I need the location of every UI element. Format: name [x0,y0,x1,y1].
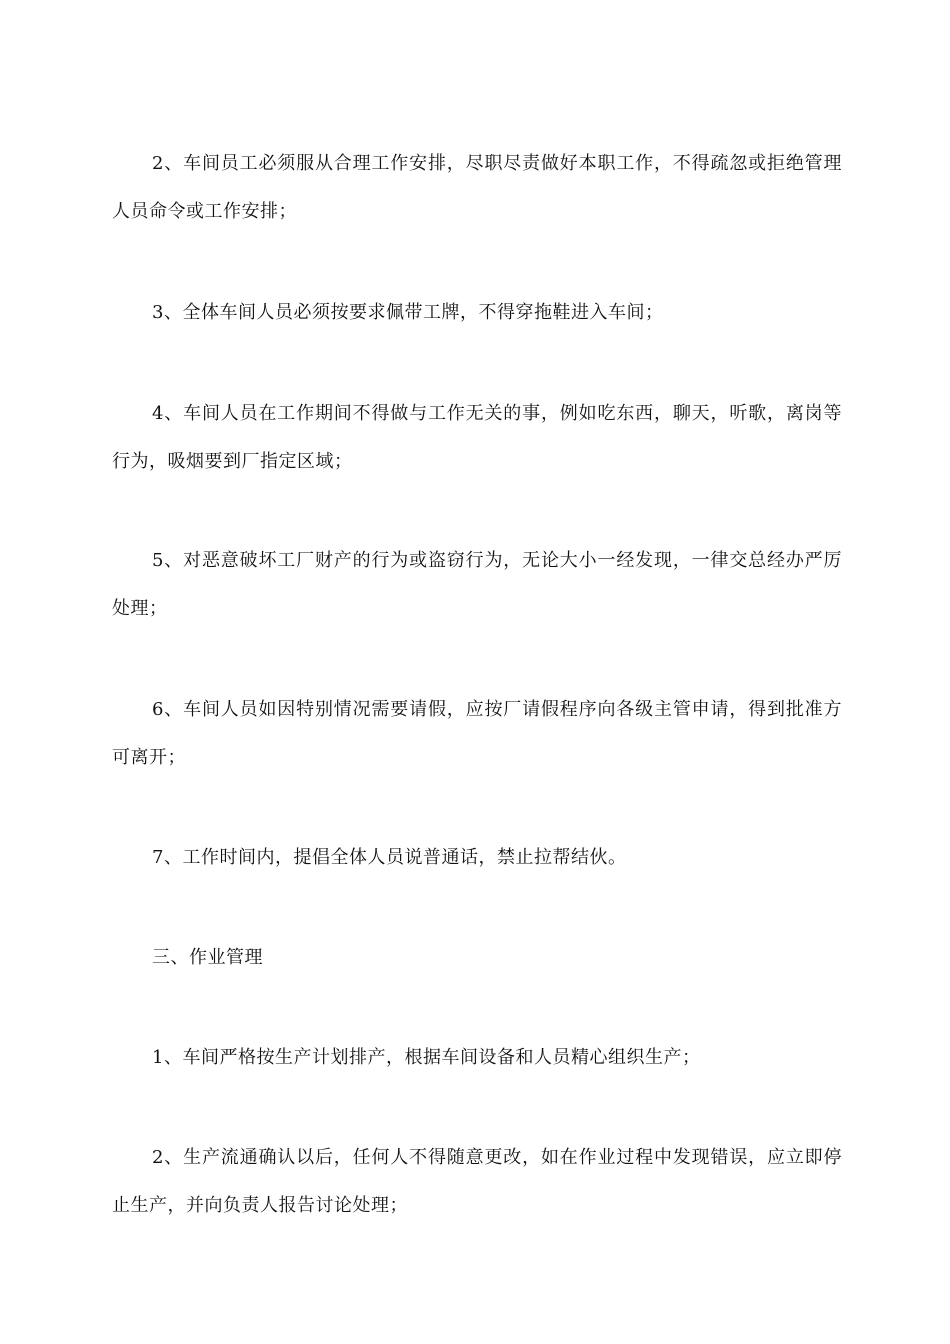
paragraph-ops-1-production-plan: 1、车间严格按生产计划排产，根据车间设备和人员精心组织生产； [152,1047,701,1068]
paragraph-rule-4-work-conduct: 4、车间人员在工作期间不得做与工作无关的事，例如吃东西，聊天，听歌，离岗等行为，吸烟要到厂指定区域； [112,403,842,472]
paragraph-rule-6-leave: 6、车间人员如因特别情况需要请假，应按厂请假程序向各级主管申请，得到批准方可离开； [112,699,842,768]
paragraph-rule-2-work-arrangement: 2、车间员工必须服从合理工作安排，尽职尽责做好本职工作，不得疏忽或拒绝管理人员命令或工作安排； [112,153,842,222]
paragraph-ops-2-process-change: 2、生产流通确认以后，任何人不得随意更改，如在作业过程中发现错误，应立即停止生产，并向负责人报告讨论处理； [112,1147,842,1216]
paragraph-rule-3-badge: 3、全体车间人员必须按要求佩带工牌，不得穿拖鞋进入车间； [152,302,664,323]
paragraph-rule-5-property: 5、对恶意破坏工厂财产的行为或盗窃行为，无论大小一经发现，一律交总经办严厉处理； [112,550,842,619]
section-heading-operations: 三、作业管理 [152,947,263,968]
paragraph-rule-7-mandarin: 7、工作时间内，提倡全体人员说普通话，禁止拉帮结伙。 [152,847,627,868]
